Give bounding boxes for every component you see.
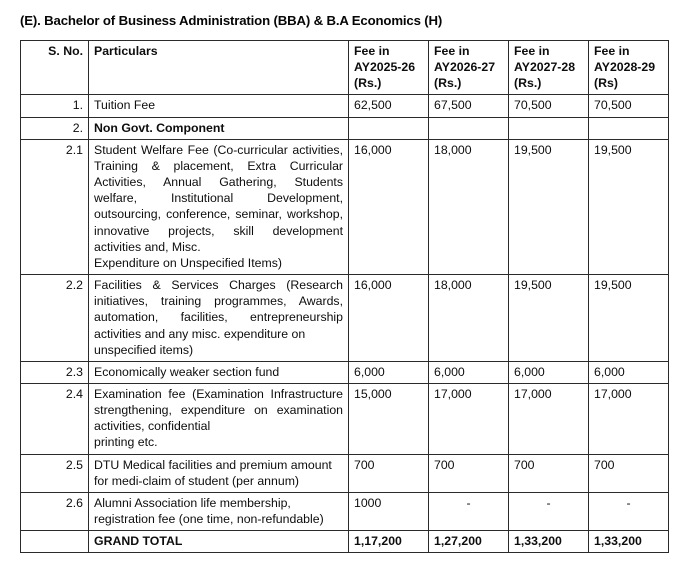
row-fee-2028-29: 19,500: [589, 139, 669, 274]
row-particulars-body: Student Welfare Fee (Co-curricular activities, Training & placement, Extra Curricular Activities, Annual Gathering, Students welfare, Institutional Development, outsourcing, conference, seminar, workshop, innovative projects, skill development activities and, Misc.: [94, 142, 343, 254]
row-fee-2027-28: [509, 117, 589, 139]
row-fee-2028-29: 1,33,200: [589, 531, 669, 553]
row-particulars-last-line: Expenditure on Unspecified Items): [94, 255, 282, 270]
row-fee-2027-28: 700: [509, 454, 589, 492]
row-particulars-body: Alumni Association life membership,: [94, 495, 291, 510]
row-particulars-body: Facilities & Services Charges (Research initiatives, training programmes, Awards, automation, facilities, entrepreneurship activities and any misc. expenditure on: [94, 278, 343, 341]
row-fee-2027-28: 70,500: [509, 95, 589, 117]
row-particulars: Tuition Fee: [89, 95, 349, 117]
table-row: [21, 139, 669, 274]
row-fee-2027-28: 1,33,200: [509, 531, 589, 553]
column-header-fee-2025-26: Fee in AY2025-26 (Rs.): [349, 41, 429, 95]
row-fee-2026-27: 18,000: [429, 139, 509, 274]
table-row: [21, 383, 669, 454]
row-particulars-last-line: registration fee (one time, non-refundable): [94, 512, 324, 527]
row-fee-2028-29: 6,000: [589, 361, 669, 383]
page-title: (E). Bachelor of Business Administration (BBA) & B.A Economics (H): [20, 13, 443, 28]
row-fee-2027-28: -: [509, 492, 589, 530]
row-particulars-last-line: printing etc.: [94, 435, 158, 450]
row-fee-2025-26: 700: [349, 454, 429, 492]
table-row: [21, 454, 669, 492]
row-fee-2026-27: 17,000: [429, 383, 509, 454]
row-sno: 2.1: [21, 139, 89, 274]
column-header-sno: S. No.: [21, 41, 89, 95]
row-fee-2025-26: 62,500: [349, 95, 429, 117]
row-particulars: GRAND TOTAL: [89, 531, 349, 553]
row-sno: 1.: [21, 95, 89, 117]
row-sno: 2.: [21, 117, 89, 139]
row-fee-2026-27: [429, 117, 509, 139]
row-sno: [21, 531, 89, 553]
row-fee-2027-28: 6,000: [509, 361, 589, 383]
table-row-grand-total: [21, 531, 669, 553]
row-fee-2027-28: 19,500: [509, 275, 589, 362]
row-fee-2026-27: 1,27,200: [429, 531, 509, 553]
table-row: [21, 492, 669, 530]
row-particulars: [89, 492, 349, 530]
row-sno: 2.2: [21, 275, 89, 362]
row-particulars: [89, 139, 349, 274]
row-fee-2028-29: 700: [589, 454, 669, 492]
row-sno: 2.3: [21, 361, 89, 383]
row-sno: 2.4: [21, 383, 89, 454]
table-row: [21, 361, 669, 383]
row-fee-2025-26: 6,000: [349, 361, 429, 383]
row-fee-2026-27: 67,500: [429, 95, 509, 117]
row-particulars: [89, 383, 349, 454]
row-fee-2025-26: 15,000: [349, 383, 429, 454]
row-fee-2026-27: 700: [429, 454, 509, 492]
fee-structure-table: [20, 40, 669, 553]
row-particulars: [89, 275, 349, 362]
row-fee-2028-29: 70,500: [589, 95, 669, 117]
row-fee-2025-26: [349, 117, 429, 139]
row-particulars: Non Govt. Component: [89, 117, 349, 139]
row-sno: 2.6: [21, 492, 89, 530]
row-fee-2025-26: 16,000: [349, 139, 429, 274]
row-fee-2028-29: 17,000: [589, 383, 669, 454]
row-fee-2028-29: [589, 117, 669, 139]
row-particulars-last-line: unspecified items): [94, 342, 194, 357]
row-particulars: Economically weaker section fund: [89, 361, 349, 383]
row-sno: 2.5: [21, 454, 89, 492]
row-fee-2025-26: 16,000: [349, 275, 429, 362]
table-header-row: [21, 41, 669, 95]
row-fee-2027-28: 19,500: [509, 139, 589, 274]
row-fee-2028-29: 19,500: [589, 275, 669, 362]
column-header-fee-2027-28: Fee in AY2027-28 (Rs.): [509, 41, 589, 95]
row-particulars-body: Examination fee (Examination Infrastructure strengthening, expenditure on examination activities, confidential: [94, 386, 343, 434]
row-fee-2026-27: -: [429, 492, 509, 530]
row-fee-2028-29: -: [589, 492, 669, 530]
row-fee-2025-26: 1000: [349, 492, 429, 530]
table-row-section-heading: [21, 117, 669, 139]
row-fee-2027-28: 17,000: [509, 383, 589, 454]
row-fee-2026-27: 18,000: [429, 275, 509, 362]
column-header-fee-2026-27: Fee in AY2026-27 (Rs.): [429, 41, 509, 95]
row-particulars: DTU Medical facilities and premium amount for medi-claim of student (per annum): [89, 454, 349, 492]
table-row: [21, 95, 669, 117]
table-row: [21, 275, 669, 362]
column-header-particulars: Particulars: [89, 41, 349, 95]
column-header-fee-2028-29: Fee in AY2028-29 (Rs): [589, 41, 669, 95]
row-fee-2025-26: 1,17,200: [349, 531, 429, 553]
row-fee-2026-27: 6,000: [429, 361, 509, 383]
